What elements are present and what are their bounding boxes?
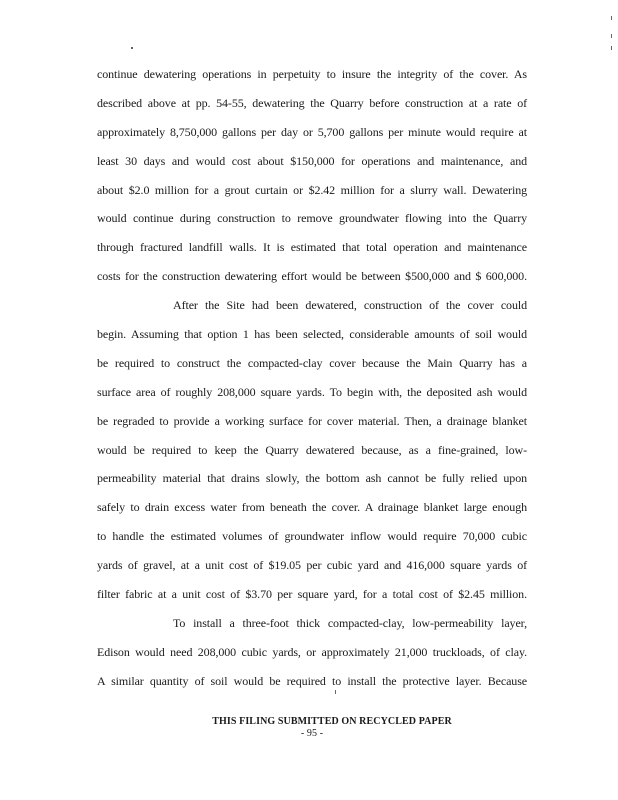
text-line: through fractured landfill walls. It is estimated that total operation and maintenance (97, 240, 527, 255)
paragraph-first-line: After the Site had been dewatered, construction of the cover could (173, 298, 527, 313)
text-line: would be required to keep the Quarry dewatered because, as a fine-grained, low- (97, 442, 527, 457)
text-line: yards of gravel, at a unit cost of $19.05 per cubic yard and 416,000 square yards of (97, 558, 527, 573)
text-line: least 30 days and would cost about $150,000 for operations and maintenance, and (97, 153, 527, 168)
text-line: begin. Assuming that option 1 has been selected, considerable amounts of soil would (97, 327, 527, 342)
scan-speck (131, 47, 133, 49)
text-line: surface area of roughly 208,000 square yards. To begin with, the deposited ash would (97, 384, 527, 399)
text-line: Edison would need 208,000 cubic yards, or approximately 21,000 truckloads, of clay. (97, 644, 527, 659)
page-number: - 95 - (300, 728, 324, 739)
text-line: costs for the construction dewatering effort would be between $500,000 and $ 600,000. (97, 269, 527, 284)
text-line: described above at pp. 54-55, dewatering the Quarry before construction at a rate of (97, 95, 527, 110)
scan-mark (611, 46, 612, 50)
body-text (97, 63, 527, 699)
recycled-paper-notice: THIS FILING SUBMITTED ON RECYCLED PAPER (212, 716, 452, 727)
text-line: safely to drain excess water from beneath the cover. A drainage blanket large enough (97, 500, 527, 515)
text-line: to handle the estimated volumes of groundwater inflow would require 70,000 cubic (97, 529, 527, 544)
text-line: permeability material that drains slowly, the bottom ash cannot be fully relied upon (97, 471, 527, 486)
text-line: A similar quantity of soil would be required to install the protective layer. Because (97, 673, 527, 688)
text-line: continue dewatering operations in perpetuity to insure the integrity of the cover. As (97, 67, 527, 81)
text-line: approximately 8,750,000 gallons per day or 5,700 gallons per minute would require at (97, 124, 527, 139)
text-line: be regraded to provide a working surface for cover material. Then, a drainage blanket (97, 413, 527, 428)
text-line: would continue during construction to remove groundwater flowing into the Quarry (97, 211, 527, 226)
text-line: about $2.0 million for a grout curtain or $2.42 million for a slurry wall. Dewatering (97, 182, 527, 197)
scan-mark (611, 16, 612, 20)
text-line: filter fabric at a unit cost of $3.70 per square yard, for a total cost of $2.45 million. (97, 587, 527, 602)
text-line: be required to construct the compacted-clay cover because the Main Quarry has a (97, 355, 527, 370)
paragraph-first-line: To install a three-foot thick compacted-clay, low-permeability layer, (173, 615, 527, 630)
scan-mark (611, 34, 612, 38)
